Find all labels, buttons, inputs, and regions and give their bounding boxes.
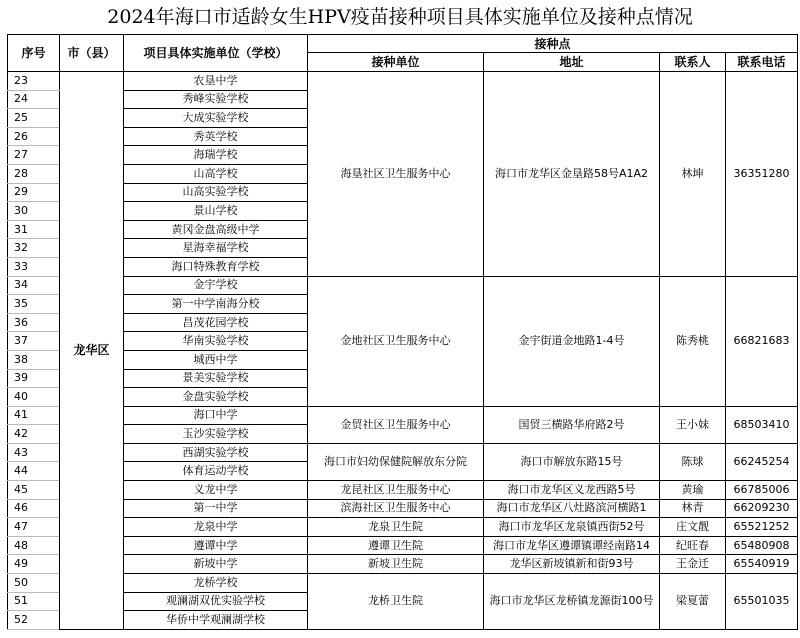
row-seq: 33 bbox=[8, 257, 60, 276]
site-contact: 陈球 bbox=[660, 443, 726, 480]
site-phone: 36351280 bbox=[726, 72, 798, 277]
row-school: 城西中学 bbox=[124, 350, 308, 369]
row-seq: 34 bbox=[8, 276, 60, 295]
row-seq: 47 bbox=[8, 518, 60, 537]
header-seq: 序号 bbox=[8, 35, 60, 72]
site-contact: 黄瑜 bbox=[660, 481, 726, 500]
row-seq: 48 bbox=[8, 536, 60, 555]
row-seq: 51 bbox=[8, 592, 60, 611]
row-school: 海瑞学校 bbox=[124, 146, 308, 165]
row-school: 农垦中学 bbox=[124, 72, 308, 91]
header-site-group: 接种点 bbox=[308, 35, 798, 53]
table-row bbox=[8, 443, 798, 462]
row-seq: 44 bbox=[8, 462, 60, 481]
site-unit: 龙泉卫生院 bbox=[308, 518, 484, 537]
site-phone: 66209230 bbox=[726, 499, 798, 518]
table-row bbox=[8, 276, 798, 295]
site-phone: 65501035 bbox=[726, 574, 798, 630]
site-unit: 滨海社区卫生服务中心 bbox=[308, 499, 484, 518]
header-phone: 联系电话 bbox=[726, 53, 798, 72]
table-row bbox=[8, 536, 798, 555]
site-phone: 65480908 bbox=[726, 536, 798, 555]
table-row bbox=[8, 555, 798, 574]
header-school: 项目具体实施单位（学校） bbox=[124, 35, 308, 72]
row-seq: 25 bbox=[8, 109, 60, 128]
row-school: 第一中学南海分校 bbox=[124, 295, 308, 314]
row-seq: 46 bbox=[8, 499, 60, 518]
row-school: 西湖实验学校 bbox=[124, 443, 308, 462]
site-address: 海口市解放东路15号 bbox=[484, 443, 660, 480]
site-address: 国贸三横路华府路2号 bbox=[484, 406, 660, 443]
row-school: 龙泉中学 bbox=[124, 518, 308, 537]
row-school: 金宇学校 bbox=[124, 276, 308, 295]
row-seq: 37 bbox=[8, 332, 60, 351]
row-school: 体育运动学校 bbox=[124, 462, 308, 481]
site-address: 海口市龙华区金垦路58号A1A2 bbox=[484, 72, 660, 277]
site-contact: 纪旺春 bbox=[660, 536, 726, 555]
row-seq: 30 bbox=[8, 202, 60, 221]
row-seq: 45 bbox=[8, 481, 60, 500]
row-school: 义龙中学 bbox=[124, 481, 308, 500]
site-unit: 龙昆社区卫生服务中心 bbox=[308, 481, 484, 500]
row-school: 昌茂花园学校 bbox=[124, 313, 308, 332]
table-row bbox=[8, 518, 798, 537]
site-address: 海口市龙华区龙桥镇龙源街100号 bbox=[484, 574, 660, 630]
site-phone: 66785006 bbox=[726, 481, 798, 500]
row-school: 第一中学 bbox=[124, 499, 308, 518]
row-school: 秀英学校 bbox=[124, 127, 308, 146]
row-seq: 38 bbox=[8, 350, 60, 369]
row-seq: 27 bbox=[8, 146, 60, 165]
row-school: 华侨中学观澜湖学校 bbox=[124, 611, 308, 630]
row-seq: 32 bbox=[8, 239, 60, 258]
row-seq: 35 bbox=[8, 295, 60, 314]
site-phone: 66245254 bbox=[726, 443, 798, 480]
table-row bbox=[8, 481, 798, 500]
site-phone: 68503410 bbox=[726, 406, 798, 443]
row-school: 遵谭中学 bbox=[124, 536, 308, 555]
row-school: 大成实验学校 bbox=[124, 109, 308, 128]
header-unit: 接种单位 bbox=[308, 53, 484, 72]
row-school: 秀峰实验学校 bbox=[124, 90, 308, 109]
site-phone: 66821683 bbox=[726, 276, 798, 406]
site-address: 金宇街道金地路1-4号 bbox=[484, 276, 660, 406]
row-seq: 41 bbox=[8, 406, 60, 425]
row-school: 玉沙实验学校 bbox=[124, 425, 308, 444]
site-contact: 王小妹 bbox=[660, 406, 726, 443]
row-seq: 31 bbox=[8, 220, 60, 239]
row-seq: 36 bbox=[8, 313, 60, 332]
row-school: 金盘实验学校 bbox=[124, 388, 308, 407]
site-unit: 金贸社区卫生服务中心 bbox=[308, 406, 484, 443]
site-address: 海口市龙华区遵谭镇谭经南路14 bbox=[484, 536, 660, 555]
row-seq: 50 bbox=[8, 574, 60, 593]
row-school: 黄冈金盘高级中学 bbox=[124, 220, 308, 239]
row-school: 景山学校 bbox=[124, 202, 308, 221]
table-row bbox=[8, 499, 798, 518]
row-seq: 43 bbox=[8, 443, 60, 462]
row-school: 海口特殊教育学校 bbox=[124, 257, 308, 276]
row-school: 海口中学 bbox=[124, 406, 308, 425]
site-address: 海口市龙华区八灶路滨河横路1 bbox=[484, 499, 660, 518]
row-seq: 42 bbox=[8, 425, 60, 444]
site-contact: 梁夏蕾 bbox=[660, 574, 726, 630]
row-seq: 39 bbox=[8, 369, 60, 388]
site-phone: 65521252 bbox=[726, 518, 798, 537]
table-row bbox=[8, 72, 798, 91]
district-name: 龙华区 bbox=[60, 72, 124, 630]
row-school: 新坡中学 bbox=[124, 555, 308, 574]
site-unit: 龙桥卫生院 bbox=[308, 574, 484, 630]
row-school: 观澜湖双优实验学校 bbox=[124, 592, 308, 611]
row-school: 星海幸福学校 bbox=[124, 239, 308, 258]
site-unit: 海垦社区卫生服务中心 bbox=[308, 72, 484, 277]
row-seq: 26 bbox=[8, 127, 60, 146]
row-seq: 40 bbox=[8, 388, 60, 407]
site-unit: 遵谭卫生院 bbox=[308, 536, 484, 555]
row-school: 山高学校 bbox=[124, 164, 308, 183]
table-row bbox=[8, 406, 798, 425]
site-unit: 新坡卫生院 bbox=[308, 555, 484, 574]
site-contact: 陈秀桃 bbox=[660, 276, 726, 406]
row-seq: 28 bbox=[8, 164, 60, 183]
table-row bbox=[8, 574, 798, 593]
site-contact: 林青 bbox=[660, 499, 726, 518]
site-address: 海口市龙华区龙泉镇西街52号 bbox=[484, 518, 660, 537]
site-contact: 庄文靓 bbox=[660, 518, 726, 537]
row-seq: 49 bbox=[8, 555, 60, 574]
site-phone: 65540919 bbox=[726, 555, 798, 574]
header-address: 地址 bbox=[484, 53, 660, 72]
row-school: 景美实验学校 bbox=[124, 369, 308, 388]
site-unit: 海口市妇幼保健院解放东分院 bbox=[308, 443, 484, 480]
row-school: 龙桥学校 bbox=[124, 574, 308, 593]
row-seq: 52 bbox=[8, 611, 60, 630]
site-address: 海口市龙华区义龙西路5号 bbox=[484, 481, 660, 500]
row-school: 华南实验学校 bbox=[124, 332, 308, 351]
row-school: 山高实验学校 bbox=[124, 183, 308, 202]
site-address: 龙华区新坡镇新和街93号 bbox=[484, 555, 660, 574]
site-contact: 王金迁 bbox=[660, 555, 726, 574]
page-title: 2024年海口市适龄女生HPV疫苗接种项目具体实施单位及接种点情况 bbox=[107, 6, 693, 28]
header-contact: 联系人 bbox=[660, 53, 726, 72]
row-seq: 24 bbox=[8, 90, 60, 109]
vaccination-table bbox=[7, 34, 798, 630]
site-unit: 金地社区卫生服务中心 bbox=[308, 276, 484, 406]
header-city: 市（县） bbox=[60, 35, 124, 72]
row-seq: 29 bbox=[8, 183, 60, 202]
site-contact: 林坤 bbox=[660, 72, 726, 277]
row-seq: 23 bbox=[8, 72, 60, 91]
